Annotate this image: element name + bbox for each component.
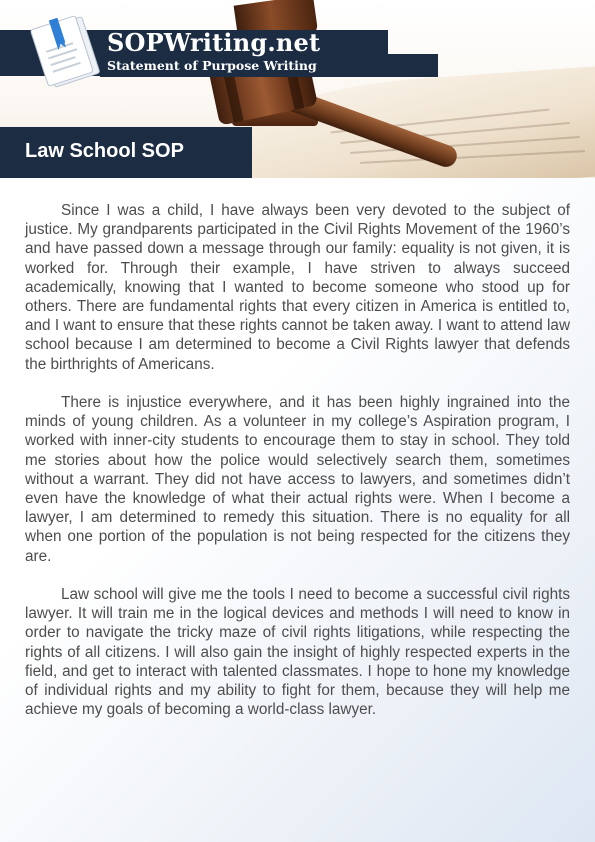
brand-name: SOPWriting.net xyxy=(107,28,321,57)
bookmark-ribbon-icon xyxy=(49,18,66,46)
document-ribbon-icon xyxy=(30,13,101,89)
header-banner xyxy=(0,0,595,178)
essay-paragraph-3: Law school will give me the tools I need to become a successful civil rights lawyer. It will train me in the logical devices and methods I will need to know in order to navigate the tricky maze of civil rights litigations, while respecting the rights of all citizens. I will also gain the insight of highly respected experts in the field, and get to interact with talented classmates. I hope to hone my knowledge of individual rights and my ability to fight for them, because they will help me achieve my goals of becoming a world-class lawyer. xyxy=(25,586,570,719)
essay-paragraph-2: There is injustice everywhere, and it has been highly ingrained into the minds of young children. As a volunteer in my college’s Aspiration program, I worked with inner-city students to encourage them to stay in school. They told me stories about how the police would selectively search them, sometimes without a warrant. They did not have access to lawyers, and sometimes didn’t even have the knowledge of what their actual rights were. When I become a lawyer, I am determined to remedy this situation. There is no equality for all when one portion of the population is not being respected for the citizens they are. xyxy=(25,394,570,565)
essay-paragraph-1: Since I was a child, I have always been very devoted to the subject of justice. My grandparents participated in the Civil Rights Movement of the 1960’s and have passed down a message through our family: equality is not given, it is worked for. Through their example, I have striven to always succeed academically, knowing that I wanted to become someone who stood up for others. There are fundamental rights that every citizen in America is entitled to, and I want to ensure that these rights cannot be taken away. I want to attend law school because I am determined to become a Civil Rights lawyer that defends the birthrights of Americans. xyxy=(25,202,570,373)
essay-body xyxy=(25,201,570,739)
brand-tagline: Statement of Purpose Writing xyxy=(107,58,317,73)
page-title: Law School SOP xyxy=(25,140,184,162)
